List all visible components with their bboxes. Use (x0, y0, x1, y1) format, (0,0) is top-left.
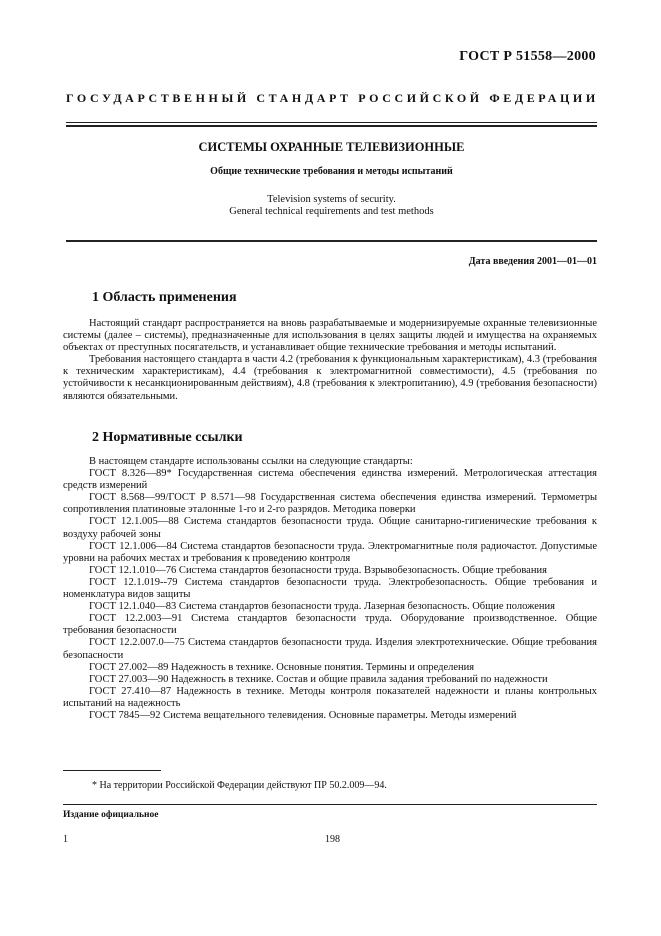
reference-item: ГОСТ 12.2.007.0—75 Система стандартов безопасности труда. Изделия электротехнические. Общие требования безопасности (63, 637, 597, 661)
reference-item: ГОСТ 7845—92 Система вещательного телевидения. Основные параметры. Методы измерений (89, 709, 517, 721)
english-title (66, 194, 597, 218)
english-title-line-1: Television systems of security. (267, 194, 396, 205)
top-rule-thin (66, 122, 597, 123)
reference-item: ГОСТ 27.410—87 Надежность в технике. Методы контроля показателей надежности и планы контрольных испытаний на надежность (63, 685, 597, 709)
section-1-heading: 1 Область применения (92, 290, 237, 305)
footer-rule (63, 804, 597, 805)
english-title-line-2: General technical requirements and test methods (229, 206, 434, 217)
document-subtitle: Общие технические требования и методы испытаний (210, 166, 453, 177)
reference-item: ГОСТ 12.1.019--79 Система стандартов безопасности труда. Электробезопасность. Общие требования и номенклатура видов защиты (63, 576, 597, 601)
paragraph: Требования настоящего стандарта в части 4.2 (требования к функциональным характеристикам), 4.3 (требования к техническим характеристикам), 4.4 (требования к электромагнитной совместимости), 4.5 (требования по устойчивости к несанкционированным действиям), 4.8 (требования к электропитанию), 4.9 (требования безопасности) являются обязательными. (63, 354, 597, 402)
reference-item: ГОСТ 8.326—89* Государственная система обеспечения единства измерений. Метрологическая аттестация средств измерений (63, 468, 597, 492)
paragraph: Настоящий стандарт распространяется на вновь разрабатываемые и модернизируемые охранные телевизионные системы (далее – системы), предназначенные для использования в целях защиты людей и имущества на охраняемых объектах от преступных посягательств, и устанавливает общие технические требования и методы испытаний. (63, 318, 597, 354)
document-title: СИСТЕМЫ ОХРАННЫЕ ТЕЛЕВИЗИОННЫЕ (198, 140, 465, 154)
reference-item: ГОСТ 12.1.040—83 Система стандартов безопасности труда. Лазерная безопасность. Общие положения (89, 601, 555, 613)
title-bottom-rule (66, 240, 597, 242)
footnote: * На территории Российской Федерации действуют ПР 50.2.009—94. (92, 780, 387, 791)
introduction-date: Дата введения 2001—01—01 (468, 256, 597, 267)
sheet-number: 1 (63, 834, 68, 845)
section-1-body (63, 318, 597, 403)
footnote-rule (63, 770, 161, 771)
paragraph: В настоящем стандарте использованы ссылки на следующие стандарты: (89, 456, 413, 467)
edition-label: Издание официальное (63, 810, 159, 820)
reference-item: ГОСТ 12.1.005—88 Система стандартов безопасности труда. Общие санитарно-гигиенические требования к воздуху рабочей зоны (63, 516, 597, 540)
reference-item: ГОСТ 27.003—90 Надежность в технике. Состав и общие правила задания требований по надежности (89, 673, 548, 685)
reference-item: ГОСТ 12.2.003—91 Система стандартов безопасности труда. Оборудование производственное. Общие требования безопасности (63, 613, 597, 637)
section-2-body (63, 456, 597, 722)
section-2-heading: 2 Нормативные ссылки (92, 430, 243, 445)
reference-item: ГОСТ 8.568—99/ГОСТ Р 8.571—98 Государственная система обеспечения единства измерений. Термометры сопротивления платиновые эталонные 1-го и 2-го разрядов. Методика поверки (63, 492, 597, 516)
top-rule-thick (66, 125, 597, 127)
standard-title: ГОСУДАРСТВЕННЫЙ СТАНДАРТ РОССИЙСКОЙ ФЕДЕРАЦИИ (66, 91, 599, 105)
page-number: 198 (325, 834, 340, 845)
reference-item: ГОСТ 12.1.006—84 Система стандартов безопасности труда. Электромагнитные поля радиочастот. Допустимые уровни на рабочих местах и требования к проведению контроля (63, 540, 597, 564)
reference-item: ГОСТ 12.1.010—76 Система стандартов безопасности труда. Взрывобезопасность. Общие требования (89, 564, 547, 576)
reference-item: ГОСТ 27.002—89 Надежность в технике. Основные понятия. Термины и определения (89, 661, 475, 673)
document-id: ГОСТ Р 51558—2000 (459, 49, 596, 64)
